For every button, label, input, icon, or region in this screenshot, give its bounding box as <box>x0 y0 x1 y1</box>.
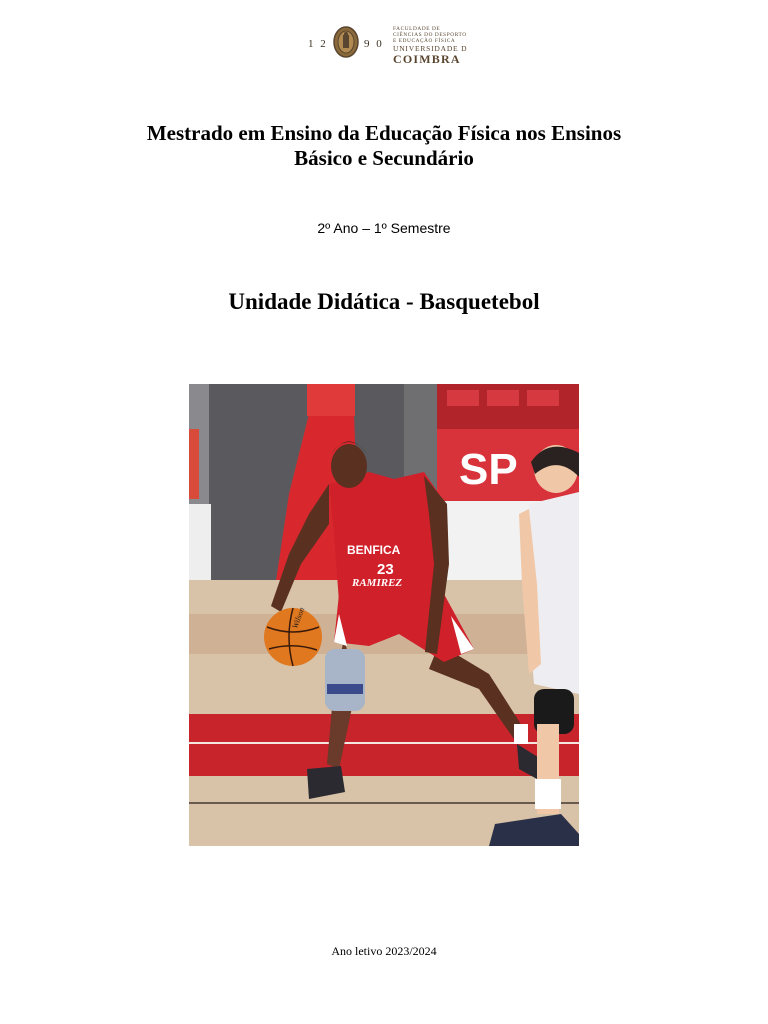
university-line: UNIVERSIDADE D <box>393 44 468 53</box>
logo-year-left: 1 2 <box>308 38 328 50</box>
cover-photo <box>189 384 579 846</box>
university-logo <box>0 24 768 64</box>
faculty-line-2: CIÊNCIAS DO DESPORTO <box>393 32 467 38</box>
university-city: COIMBRA <box>393 52 461 66</box>
university-seal-icon <box>333 26 359 58</box>
jersey-team-text: BENFICA <box>347 543 401 557</box>
unit-title: Unidade Didática - Basquetebol <box>228 289 540 314</box>
school-year: Ano letivo 2023/2024 <box>331 944 437 958</box>
semester-label: 2º Ano – 1º Semestre <box>317 220 451 236</box>
institution-name <box>393 26 473 65</box>
title-line-2: Básico e Secundário <box>294 146 474 170</box>
ball-brand-text: Wilson <box>290 606 307 630</box>
jersey-sponsor-text: RAMIREZ <box>352 577 403 589</box>
banner-text: SP <box>459 445 518 494</box>
title-line-1: Mestrado em Ensino da Educação Física nos Ensinos <box>146 121 622 145</box>
faculty-line-1: FACULDADE DE <box>393 26 441 32</box>
faculty-line-3: E EDUCAÇÃO FÍSICA <box>393 38 456 44</box>
basketball-player-illustration <box>189 384 579 846</box>
logo-year-right: 9 0 <box>364 38 384 50</box>
jersey-number-text: 23 <box>377 561 394 578</box>
document-title <box>0 121 768 171</box>
